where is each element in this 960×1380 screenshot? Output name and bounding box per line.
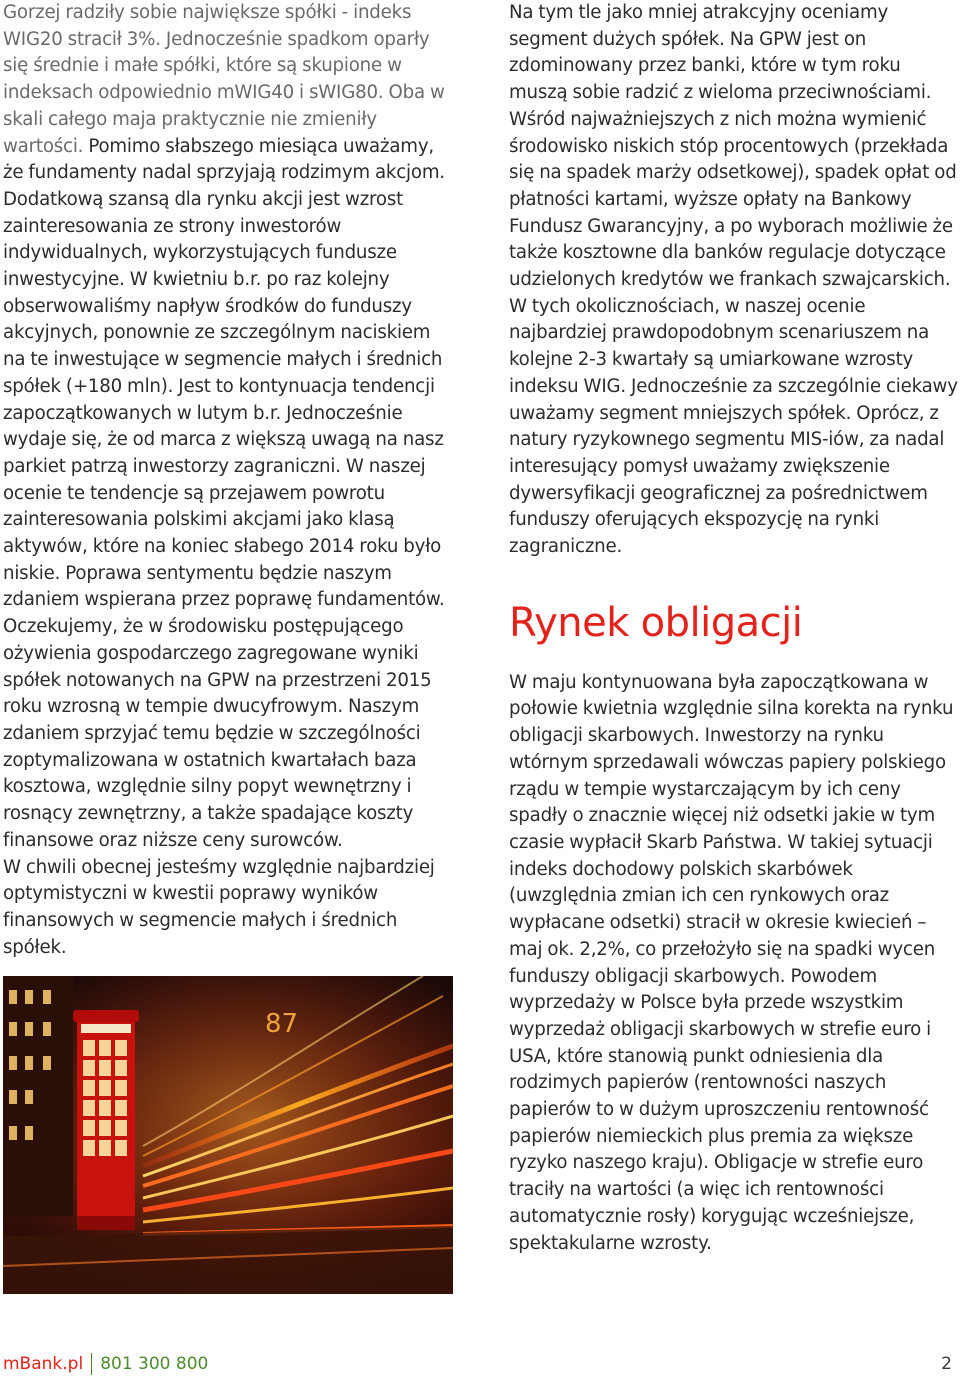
- right-column: [509, 0, 959, 1257]
- left-paragraph-3: W chwili obecnej jesteśmy względnie najbardziej optymistyczni w kwestii poprawy wyników finansowych w segmencie małych i średnich spółek.: [3, 856, 435, 958]
- left-paragraph-1-part-b: Pomimo słabszego miesiąca uważamy, że fundamenty nadal sprzyjają rodzimym akcjom.: [3, 135, 445, 184]
- footer-divider: [91, 1353, 92, 1375]
- left-paragraph-1: [3, 0, 453, 187]
- section-title-bonds: Rynek obligacji: [509, 599, 803, 646]
- bus-number-text: 87: [265, 1009, 299, 1039]
- left-paragraph-1-part-a: Gorzej radziły sobie największe spółki - indeks WIG20 stracił 3%. Jednocześnie spadkom oparły się średnie i małe spółki, które są skupione w indeksach odpowiednio mWIG40 i sWIG80. Oba w skali całego maja praktycznie nie zmieniły wartości.: [3, 2, 445, 157]
- left-paragraph-2: Dodatkową szansą dla rynku akcji jest wzrost zainteresowania ze strony inwestorów indywidualnych, wykorzystujących fundusze inwestycyjne. W kwietniu b.r. po raz kolejny obserwowaliśmy napływ środków do funduszy akcyjnych, ponownie ze szczególnym naciskiem na te inwestujące w segmencie małych i średnich spółek (+180 mln). Jest to kontynuacja tendencji zapoczątkowanych w lutym b.r. Jednocześnie wydaje się, że od marca z większą uwagą na nasz parkiet patrzą inwestorzy zagraniczni. W naszej ocenie te tendencje są przejawem powrotu zainteresowania polskimi akcjami jako klasą aktywów, które na koniec słabego 2014 roku było niskie. Poprawa sentymentu będzie naszym zdaniem wspierana przez poprawę fundamentów. Oczekujemy, że w środowisku postępującego ożywienia gospodarczego zagregowane wyniki spółek notowanych na GPW na przestrzeni 2015 roku wzrosną w tempie dwucyfrowym. Naszym zdaniem sprzyjać temu będzie w szczególności zoptymalizowana w ostatnich kwartałach baza kosztowa, względnie silny popyt wewnętrzny i rosnący zewnętrzny, a także spadające koszty finansowe oraz niższe ceny surowców.: [3, 188, 445, 851]
- page-number: 2: [941, 1354, 952, 1374]
- phone-number[interactable]: 801 300 800: [100, 1354, 209, 1374]
- left-column: [3, 0, 453, 961]
- london-night-street-photo: [3, 976, 453, 1294]
- brand-link[interactable]: mBank.pl: [3, 1354, 84, 1374]
- right-paragraph-1: Na tym tle jako mniej atrakcyjny oceniamy segment dużych spółek. Na GPW jest on zdominowany przez banki, które w tym roku muszą sobie radzić z wieloma przeciwnościami. Wśród najważniejszych z nich można wymienić środowisko niskich stóp procentowych (przekłada się na spadek marży odsetkowej), spadek opłat od płatności kartami, wyższe opłaty na Bankowy Fundusz Gwarancyjny, a po wyborach możliwie że także kosztowne dla banków regulacje dotyczące udzielonych kredytów we frankach szwajcarskich. W tych okolicznościach, w naszej ocenie najbardziej prawdopodobnym scenariuszem na kolejne 2-3 kwartały są umiarkowane wzrosty indeksu WIG. Jednocześnie za szczególnie ciekawy uważamy segment mniejszych spółek. Oprócz, z natury ryzykownego segmentu MIS-iów, za nadal interesujący pomysł uważamy zwiększenie dywersyfikacji geograficznej za pośrednictwem funduszy oferujących ekspozycję na rynki zagraniczne.: [509, 2, 958, 558]
- right-paragraph-2: W maju kontynuowana była zapoczątkowana w połowie kwietnia względnie silna korekta na rynku obligacji skarbowych. Inwestorzy na rynku wtórnym sprzedawali wówczas papiery polskiego rządu w tempie wystarczającym by ich ceny spadły o znacznie więcej niż odsetki jakie w tym czasie wypłacił Skarb Państwa. W takiej sytuacji indeks dochodowy polskich skarbówek (uwzględnia zmian ich cen rynkowych oraz wypłacane odsetki) stracił w okresie kwiecień – maj ok. 2,2%, co przełożyło się na spadki wycen funduszy obligacji skarbowych. Powodem wyprzedaży w Polsce była przede wszystkim wyprzedaż obligacji skarbowych w strefie euro i USA, które stanowią punkt odniesienia dla rodzimych papierów (rentowności naszych papierów to w dużym uproszczeniu rentowność papierów niemieckich plus premia za większe ryzyko naszego kraju). Obligacje w strefie euro traciły na wartości (a więc ich rentowności automatycznie rosły) korygując wcześniejsze, spektakularne wzrosty.: [509, 671, 954, 1254]
- page-footer: [3, 1352, 952, 1376]
- red-phone-box: [73, 1010, 139, 1230]
